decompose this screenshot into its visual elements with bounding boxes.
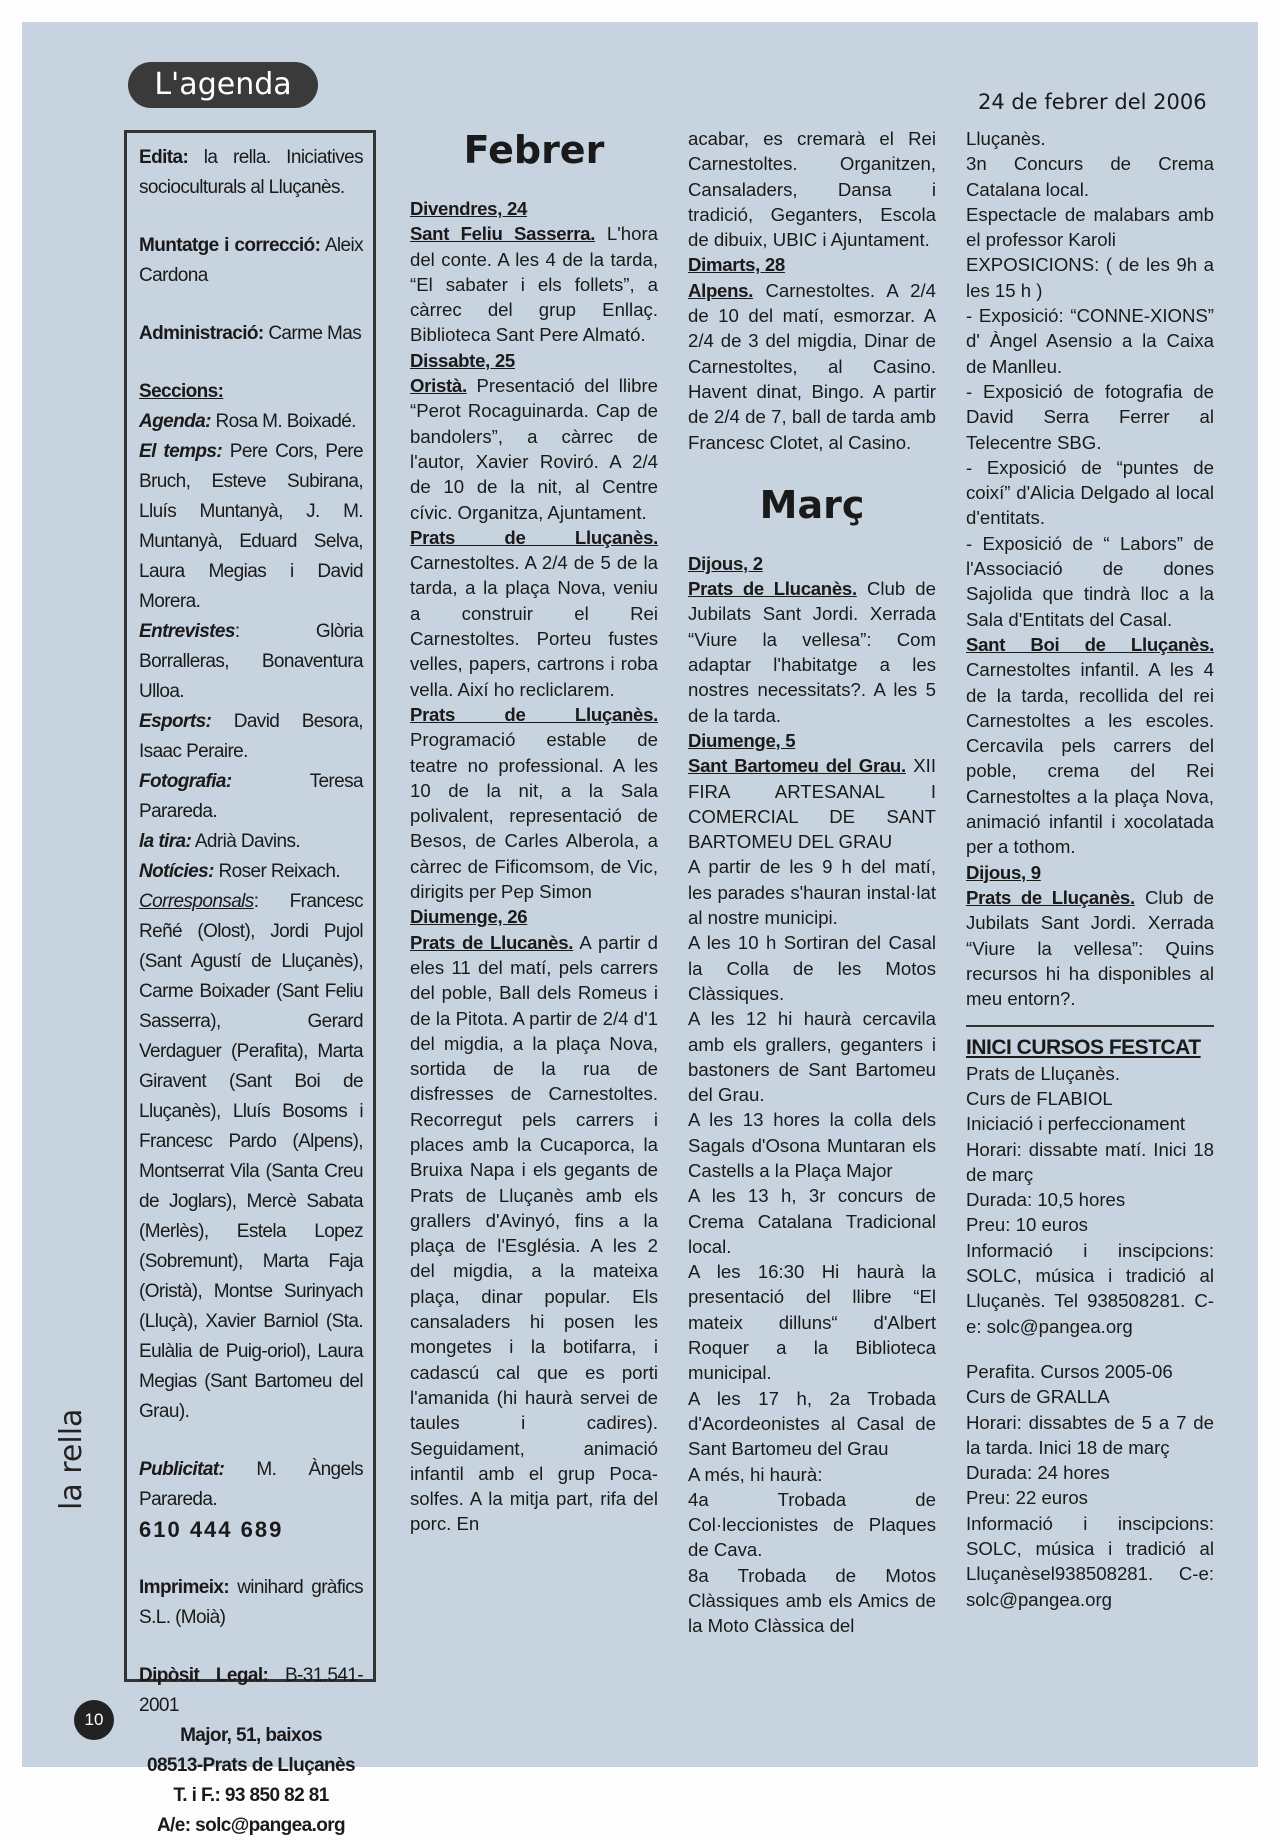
agenda-line: - Exposició de “ Labors” de l'Associació de dones Sajolida que tindrà lloc a la Sala d'Entitats del Casal. — [966, 532, 1214, 630]
day-heading: Dissabte, 25 — [410, 349, 515, 371]
publication-name-vertical: la rella — [54, 1408, 89, 1510]
section-badge: L'agenda — [128, 62, 318, 108]
course-line: Durada: 10,5 hores — [966, 1189, 1126, 1211]
agenda-entry: Prats de Llucanès. A partir d eles 11 del matí, pels carrers del poble, Ball dels Romeus i de la Pitota. A partir de 2/4 d'1 del migdia, a la plaça Nova, sortida de la rua de disfresses de Carnestoltes. Recorregut pels carrers i places amb la Cucaporca, la Bruixa Napa i els gegants de Prats de Lluçanès amb els grallers d'Avinyó, fins a la plaça de l'Església. A les 2 del migdia, a la mateixa plaça, dinar popular. Els cansaladers hi posen les mongetes i la botifarra, i cadascú cal que es porti l'amanida (hi haurà servei de taules i cadires). Seguidament, animació infantil amb el grup Poca-solfes. A la mitja part, rifa del porc. En — [410, 931, 658, 1535]
agenda-line: A partir de les 9 h del matí, les parades s'hauran instal·lat al nostre municipi. — [688, 856, 936, 929]
agenda-line: Lluçanès. — [966, 128, 1046, 149]
agenda-entry: Prats de Lluçanès. Carnestoltes. A 2/4 de 5 de la tarda, a la plaça Nova, veniu a construir el Rei Carnestoltes. Porteu fustes velles, papers, cartrons i roba vella. Així ho recliclarem. — [410, 526, 658, 700]
agenda-entry: acabar, es cremarà el Rei Carnestoltes. Organitzen, Cansaladers, Dansa i tradició, Geganters, Escola de dibuix, UBIC i Ajuntament. — [688, 128, 936, 251]
agenda-line: EXPOSICIONS: ( de les 9h a les 15 h ) — [966, 254, 1214, 301]
agenda-entry: Oristà. Presentació del llibre “Perot Rocaguinarda. Cap de bandolers”, a càrrec de l'autor, Xavier Roviró. A 2/4 de 10 de la nit, al Centre cívic. Organitza, Ajuntament. — [410, 375, 658, 523]
divider — [966, 1025, 1214, 1027]
day-heading: Divendres, 24 — [410, 198, 528, 219]
day-heading: Dijous, 9 — [966, 861, 1041, 883]
course-line: Prats de Lluçanès. — [966, 1062, 1121, 1084]
agenda-entry: Prats de Lluçanès. Club de Jubilats Sant Jordi. Xerrada “Viure la vellesa”: Quins recursos hi ha disponibles al meu entorn?. — [966, 886, 1214, 1010]
agenda-column-1 — [410, 126, 658, 1537]
agenda-entry: Alpens. Carnestoltes. A 2/4 de 10 del matí, esmorzar. A 2/4 de 3 del migdia, Dinar de Carnestoltes, al Casino. Havent dinat, Bingo. A partir de 2/4 de 7, ball de tarda amb Francesc Clotet, al Casino. — [688, 279, 936, 453]
course-line: Preu: 10 euros — [966, 1214, 1088, 1236]
agenda-entry: Sant Feliu Sasserra. L'hora del conte. A les 4 de la tarda, “El sabater i els follets”, a càrrec del grup Enllaç. Biblioteca Sant Pere Almató. — [410, 223, 658, 346]
agenda-line: A més, hi haurà: — [688, 1463, 823, 1485]
day-heading: Diumenge, 5 — [688, 729, 796, 751]
course-line: Horari: dissabtes de 5 a 7 de la tarda. Inici 18 de març — [966, 1411, 1214, 1458]
month-heading-marc: Març — [759, 482, 865, 527]
agenda-entry: Sant Bartomeu del Grau. XII FIRA ARTESANAL I COMERCIAL DE SANT BARTOMEU DEL GRAU — [688, 755, 936, 853]
agenda-line: A les 13 h, 3r concurs de Crema Catalana Tradicional local. — [688, 1185, 936, 1257]
course-line: Durada: 24 hores — [966, 1462, 1110, 1484]
agenda-line: - Exposició: “CONNE-XIONS” d' Àngel Asensio a la Caixa de Manlleu. — [966, 305, 1214, 377]
course-line: Curs de FLABIOL — [966, 1087, 1113, 1109]
agenda-entry: Sant Boi de Lluçanès. Carnestoltes infantil. A les 4 de la tarda, recollida del rei Carnestoltes a les escoles. Cercavila pels carrers del poble, crema del Rei Carnestoltes a la plaça Nova, animació infantil i xocolatada per a tothom. — [966, 633, 1214, 858]
course-line: Curs de GRALLA — [966, 1386, 1110, 1408]
page-number: 10 — [74, 1700, 114, 1740]
cursos-title: INICI CURSOS FESTCAT — [966, 1036, 1201, 1060]
course-line: Iniciació i perfeccionament — [966, 1113, 1186, 1135]
agenda-line: - Exposició de “puntes de coixí” d'Alicia Delgado al local d'entitats. — [966, 456, 1214, 529]
agenda-line: A les 16:30 Hi haurà la presentació del llibre “El mateix dilluns“ d'Albert Roquer a la Biblioteca municipal. — [688, 1261, 936, 1384]
agenda-line: A les 13 hores la colla dels Sagals d'Osona Muntaran els Castells a la Plaça Major — [688, 1109, 936, 1181]
agenda-line: A les 17 h, 2a Trobada d'Acordeonistes al Casal de Sant Bartomeu del Grau — [688, 1387, 936, 1460]
agenda-line: A les 10 h Sortiran del Casal la Colla de les Motos Clàssiques. — [688, 932, 936, 1004]
agenda-line: 4a Trobada de Col·leccionistes de Plaques de Cava. — [688, 1488, 936, 1561]
agenda-line: Espectacle de malabars amb el professor Karoli — [966, 203, 1214, 251]
agenda-line: A les 12 hi haurà cercavila amb els grallers, geganters i bastoners de Sant Bartomeu del Grau. — [688, 1008, 936, 1106]
agenda-entry: Prats de Llucanès. Club de Jubilats Sant Jordi. Xerrada “Viure la vellesa”: Com adaptar l'habitatge a les nostres necessitats?. A les 5 de la tarda. — [688, 578, 936, 726]
day-heading: Dijous, 2 — [688, 552, 763, 574]
day-heading: Diumenge, 26 — [410, 906, 528, 928]
course-line: Horari: dissabte matí. Inici 18 de març — [966, 1138, 1214, 1185]
course-line: Informació i inscipcions: SOLC, música i tradició al Lluçanèsel938508281. C-e: solc@pangea.org — [966, 1512, 1214, 1610]
agenda-line: - Exposició de fotografia de David Serra Ferrer al Telecentre SBG. — [966, 380, 1214, 453]
agenda-column-2 — [688, 126, 936, 1639]
agenda-column-3 — [966, 126, 1214, 1612]
month-heading-febrer: Febrer — [463, 128, 605, 172]
agenda-line: 8a Trobada de Motos Clàssiques amb els Amics de la Moto Clàssica del — [688, 1564, 936, 1637]
course-line: Informació i inscipcions: SOLC, música i tradició al Lluçanès. Tel 938508281. C-e: solc@pangea.org — [966, 1239, 1214, 1337]
credits-box: Edita: la rella. Iniciatives socioculturals al Lluçanès. Muntatge i correcció: Aleix Cardona Administració: Carme Mas Seccions: Agenda: Rosa M. Boixadé. El temps: Pere Cors, Pere Bruch, Esteve Subirana, Lluís Muntanyà, J. M. Muntanyà, Eduard Selva, Laura Megias i David Morera. Entrevistes: Glòria Borralleras, Bonaventura Ulloa. Esports: David Besora, Isaac Peraire. Fotografia: Teresa Parareda. la tira: Adrià Davins. Notícies: Roser Reixach. Corresponsals: Francesc Reñé (Olost), Jordi Pujol (Sant Agustí de Lluçanès), Carme Boixader (Sant Feliu Sasserra), Gerard Verdaguer (Perafita), Marta Giravent (Sant Boi de Lluçanès), Lluís Bosoms i Francesc Pardo (Alpens), Montserrat Vila (Santa Creu de Joglars), Mercè Sabata (Merlès), Estela Lopez (Sobremunt), Marta Faja (Oristà), Montse Surinyach (Lluçà), Xavier Barniol (Sta. Eulàlia de Puig-oriol), Laura Megias (Sant Bartomeu del Grau). Publicitat: M. Àngels Parareda. 610 444 689 Imprimeix: winihard gràfics S.L. (Moià) Dipòsit Legal: B-31.541-2001 Major, 51, baixos 08513-Prats de Lluçanès T. i F.: 93 850 82 81 A/e: solc@pangea.org — [124, 130, 376, 1682]
agenda-line: 3n Concurs de Crema Catalana local. — [966, 153, 1214, 200]
day-heading: Dimarts, 28 — [688, 254, 785, 276]
issue-date: 24 de febrer del 2006 — [978, 90, 1207, 114]
publicitat-phone: 610 444 689 — [139, 1517, 284, 1542]
course-line: Perafita. Cursos 2005-06 — [966, 1360, 1173, 1382]
agenda-entry: Prats de Lluçanès. Programació estable de teatre no professional. A les 10 de la nit, a la Sala polivalent, representació de Besos, de Carles Alberola, a càrrec de Fificomsom, de Vic, dirigits per Pep Simon — [410, 703, 658, 903]
course-line: Preu: 22 euros — [966, 1487, 1088, 1509]
